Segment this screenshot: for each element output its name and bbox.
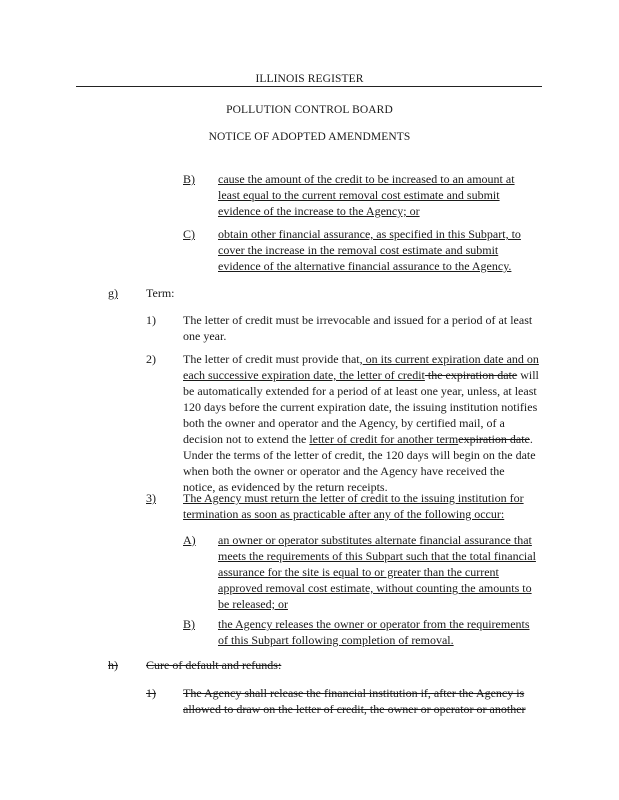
section-heading-cure: Cure of default and refunds: xyxy=(146,658,282,672)
item-label-1: 1) xyxy=(146,313,156,327)
subitem-text-B: the Agency releases the owner or operator from the requirements of this Subpart following completion of removal. xyxy=(218,617,530,647)
section-heading-term: Term: xyxy=(146,286,175,300)
item-text-B: cause the amount of the credit to be increased to an amount at least equal to the current removal cost estimate and submit evidence of the increase to the Agency; or xyxy=(218,172,515,218)
item-label-C: C) xyxy=(183,227,195,241)
item-label-h1: 1) xyxy=(146,686,156,700)
subitem-text-A: an owner or operator substitutes alternate financial assurance that meets the requirements of this Subpart such that the total financial assurance for the site is equal to or greater than the current approved removal cost estimate, without counting the amounts to be released; or xyxy=(218,533,536,611)
item-text-1: The letter of credit must be irrevocable and issued for a period of at least one year. xyxy=(183,313,533,343)
item-text-2: The letter of credit must provide that, on its current expiration date and on each successive expiration date, the letter of credit the expiration date will be automatically extended for a period of at least one year, unless, at least 120 days before the current expiration date, the issuing institution notifies both the owner and operator and the Agency, by certified mail, of a decision not to extend the letter of credit for another termexpiration date. Under the terms of the letter of credit, the 120 days will begin on the date when both the owner or operator and the Agency have received the notice, as evidenced by the return receipts. xyxy=(183,352,539,494)
item-label-B: B) xyxy=(183,172,195,186)
board-name: POLLUTION CONTROL BOARD xyxy=(226,104,393,116)
item-label-2: 2) xyxy=(146,352,156,366)
register-title: ILLINOIS REGISTER xyxy=(255,73,364,85)
item-text-C: obtain other financial assurance, as specified in this Subpart, to cover the increase in the removal cost estimate and submit evidence of the alternative financial assurance to the Agency. xyxy=(218,227,521,273)
section-label-h: h) xyxy=(108,658,118,672)
item-label-3: 3) xyxy=(146,491,156,505)
notice-title: NOTICE OF ADOPTED AMENDMENTS xyxy=(208,131,411,143)
section-label-g: g) xyxy=(108,286,118,300)
subitem-label-A: A) xyxy=(183,533,196,547)
header-rule xyxy=(76,86,542,87)
item-text-h1: The Agency shall release the financial institution if, after the Agency is allowed to draw on the letter of credit, the owner or operator or another xyxy=(183,686,526,716)
subitem-label-B: B) xyxy=(183,617,195,631)
item-text-3: The Agency must return the letter of credit to the issuing institution for termination as soon as practicable after any of the following occur: xyxy=(183,491,524,521)
